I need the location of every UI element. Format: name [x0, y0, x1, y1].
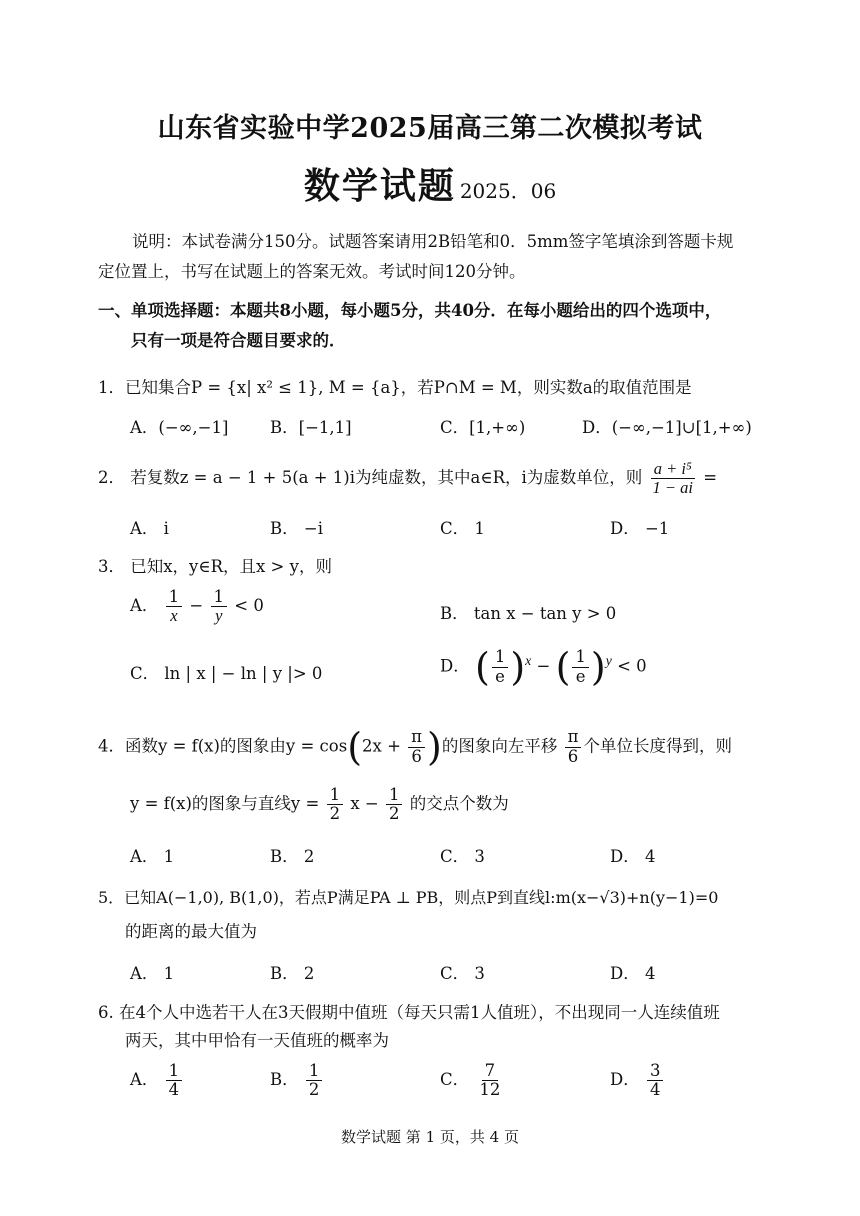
paren-close: ) — [427, 725, 442, 769]
subject-title: 数学试题 — [303, 165, 456, 207]
question-4-line-1 — [98, 725, 732, 769]
question-2-fraction-denominator: 1 − ai — [652, 478, 693, 498]
instructions-line-2: 定位置上，书写在试题上的答案无效。考试时间120分钟。 — [98, 262, 526, 281]
question-3-d-exp-x: x — [525, 653, 532, 668]
question-5-line-2: 的距离的最大值为 — [125, 922, 257, 941]
paren-open: ( — [555, 645, 571, 689]
question-6-option-c-frac — [476, 1062, 503, 1099]
paren-open: ( — [347, 725, 363, 769]
question-4-pi-a: π — [408, 728, 425, 747]
question-5-option-b: B． 2 — [270, 964, 315, 983]
question-4-option-b: B． 2 — [270, 847, 315, 866]
question-4-six-b: 6 — [567, 746, 579, 766]
question-4-pi-b: π — [565, 728, 582, 747]
question-2-fraction — [650, 460, 696, 497]
question-4-line2-b: x − — [350, 794, 379, 814]
section-heading-line-2: 只有一项是符合题目要求的． — [131, 331, 346, 350]
question-6-option-c-label: C． — [440, 1070, 470, 1090]
question-1-option-d: D．(−∞,−1]∪[1,+∞) — [582, 418, 752, 437]
question-6-option-b-label: B． — [270, 1070, 299, 1090]
question-3-option-d-tail: < 0 — [617, 656, 647, 676]
exam-title: 山东省实验中学2025届高三第二次模拟考试 — [157, 113, 703, 144]
question-6-option-b-frac — [306, 1062, 323, 1099]
question-3-d-frac2-den: e — [575, 666, 586, 686]
question-4-line2-a: y = f(x)的图象与直线y = — [130, 794, 320, 814]
paren-close: ) — [510, 645, 526, 689]
question-4-half-a-den: 2 — [329, 804, 341, 824]
question-4-line2-c: 的交点个数为 — [409, 794, 509, 814]
question-4-half-a-num: 1 — [327, 786, 344, 805]
q6-d-den: 4 — [649, 1080, 661, 1100]
question-5-option-d: D． 4 — [610, 964, 656, 983]
question-3-d-frac1-den: e — [495, 666, 505, 686]
question-3-option-d-label: D． — [440, 656, 470, 676]
question-3-frac2-den: y — [215, 606, 223, 626]
section-heading-line-1: 一、单项选择题：本题共8小题，每小题5分，共40分．在每小题给出的四个选项中， — [98, 301, 722, 320]
question-6-option-d — [610, 1062, 665, 1099]
question-3-frac1-num: 1 — [166, 588, 183, 607]
q6-c-num: 7 — [482, 1062, 499, 1081]
paren-close: ) — [590, 645, 606, 689]
q6-b-den: 2 — [308, 1080, 320, 1100]
question-4-frac-pi6-b — [565, 728, 582, 765]
question-1-option-b: B．[−1,1] — [270, 418, 352, 437]
question-3-d-frac1 — [492, 648, 509, 685]
q6-d-num: 3 — [647, 1062, 664, 1081]
question-4-stem-a: 4．函数y = f(x)的图象由y = cos — [98, 736, 348, 756]
question-6-line-1: 6. 在4个人中选若干人在3天假期中值班（每天只需1人值班），不出现同一人连续值班 — [98, 1003, 720, 1022]
question-1-stem: 1．已知集合P = {x| x² ≤ 1}, M = {a}，若P∩M = M，则实数a的取值范围是 — [98, 378, 692, 397]
question-2-option-c: C． 1 — [440, 519, 485, 538]
question-5-line-1: 5．已知A(−1,0), B(1,0)，若点P满足PA ⊥ PB，则点P到直线l:m(x−√3)+n(y−1)=0 — [98, 888, 719, 907]
question-4-half-b-den: 2 — [388, 804, 400, 824]
question-4-line-2 — [130, 786, 509, 823]
question-3-option-b: B． tan x − tan y > 0 — [440, 604, 617, 623]
question-2-stem-line — [98, 460, 717, 497]
question-3-d-frac1-num: 1 — [492, 648, 509, 667]
question-4-option-d: D． 4 — [610, 847, 656, 866]
question-4-frac-pi6-a — [408, 728, 425, 765]
question-3-option-d — [440, 645, 647, 689]
question-2-stem: 2． 若复数z = a − 1 + 5(a + 1)i为纯虚数，其中a∈R，i为虚数单位，则 — [98, 468, 643, 488]
question-4-half-b — [386, 786, 403, 823]
question-6-option-d-frac — [647, 1062, 664, 1099]
question-4-half-b-num: 1 — [386, 786, 403, 805]
exam-date: 2025．06 — [459, 179, 557, 203]
subject-title-line — [0, 158, 860, 209]
question-3-d-exp-y: y — [605, 653, 612, 668]
instructions-line-1: 说明：本试卷满分150分。试题答案请用2B铅笔和0．5mm签字笔填涂到答题卡规 — [132, 232, 734, 251]
question-3-option-a-minus: − — [189, 596, 204, 616]
question-6-line-2: 两天，其中甲恰有一天值班的概率为 — [125, 1031, 389, 1050]
question-3-option-c: C． ln | x | − ln | y |> 0 — [130, 664, 323, 683]
question-6-option-b — [270, 1062, 324, 1099]
question-5-option-c: C． 3 — [440, 964, 485, 983]
question-4-six-a: 6 — [411, 746, 422, 766]
question-4-option-c: C． 3 — [440, 847, 485, 866]
question-2-option-b: B． −i — [270, 519, 323, 538]
question-3-option-a — [130, 588, 264, 625]
question-3-option-a-tail: < 0 — [234, 596, 264, 616]
paren-open: ( — [474, 645, 490, 689]
q6-a-den: 4 — [168, 1080, 180, 1100]
page-footer: 数学试题 第 1 页，共 4 页 — [341, 1128, 519, 1146]
question-3-d-frac2 — [572, 648, 589, 685]
question-3-frac1-den: x — [170, 606, 178, 626]
question-2-option-a: A． i — [130, 519, 169, 538]
question-3-fraction-1-over-x — [166, 588, 183, 625]
question-6-option-a-label: A． — [130, 1070, 159, 1090]
question-3-frac2-num: 1 — [211, 588, 228, 607]
question-3-d-minus: − — [536, 656, 551, 676]
question-6-option-a — [130, 1062, 184, 1099]
q6-a-num: 1 — [166, 1062, 183, 1081]
question-2-option-d: D． −1 — [610, 519, 670, 538]
question-2-equals: = — [703, 468, 718, 488]
question-4-option-a: A． 1 — [130, 847, 175, 866]
question-3-fraction-1-over-y — [211, 588, 228, 625]
question-3-d-frac2-num: 1 — [572, 648, 589, 667]
question-4-stem-b: 的图象向左平移 — [441, 736, 558, 756]
question-6-option-c — [440, 1062, 505, 1099]
question-1-option-c: C．[1,+∞) — [440, 418, 526, 437]
question-5-option-a: A． 1 — [130, 964, 175, 983]
question-6-option-a-frac — [166, 1062, 183, 1099]
q6-b-num: 1 — [306, 1062, 323, 1081]
question-4-half-a — [327, 786, 344, 823]
question-2-fraction-numerator: a + i⁵ — [651, 460, 695, 479]
question-3-stem: 3． 已知x，y∈R，且x > y，则 — [98, 557, 332, 576]
question-6-option-d-label: D． — [610, 1070, 640, 1090]
question-4-inner: 2x + — [362, 736, 401, 756]
question-3-option-a-label: A． — [130, 596, 159, 616]
question-1-option-a: A．(−∞,−1] — [130, 418, 229, 437]
q6-c-den: 12 — [479, 1080, 501, 1100]
question-4-stem-c: 个单位长度得到，则 — [583, 736, 732, 756]
